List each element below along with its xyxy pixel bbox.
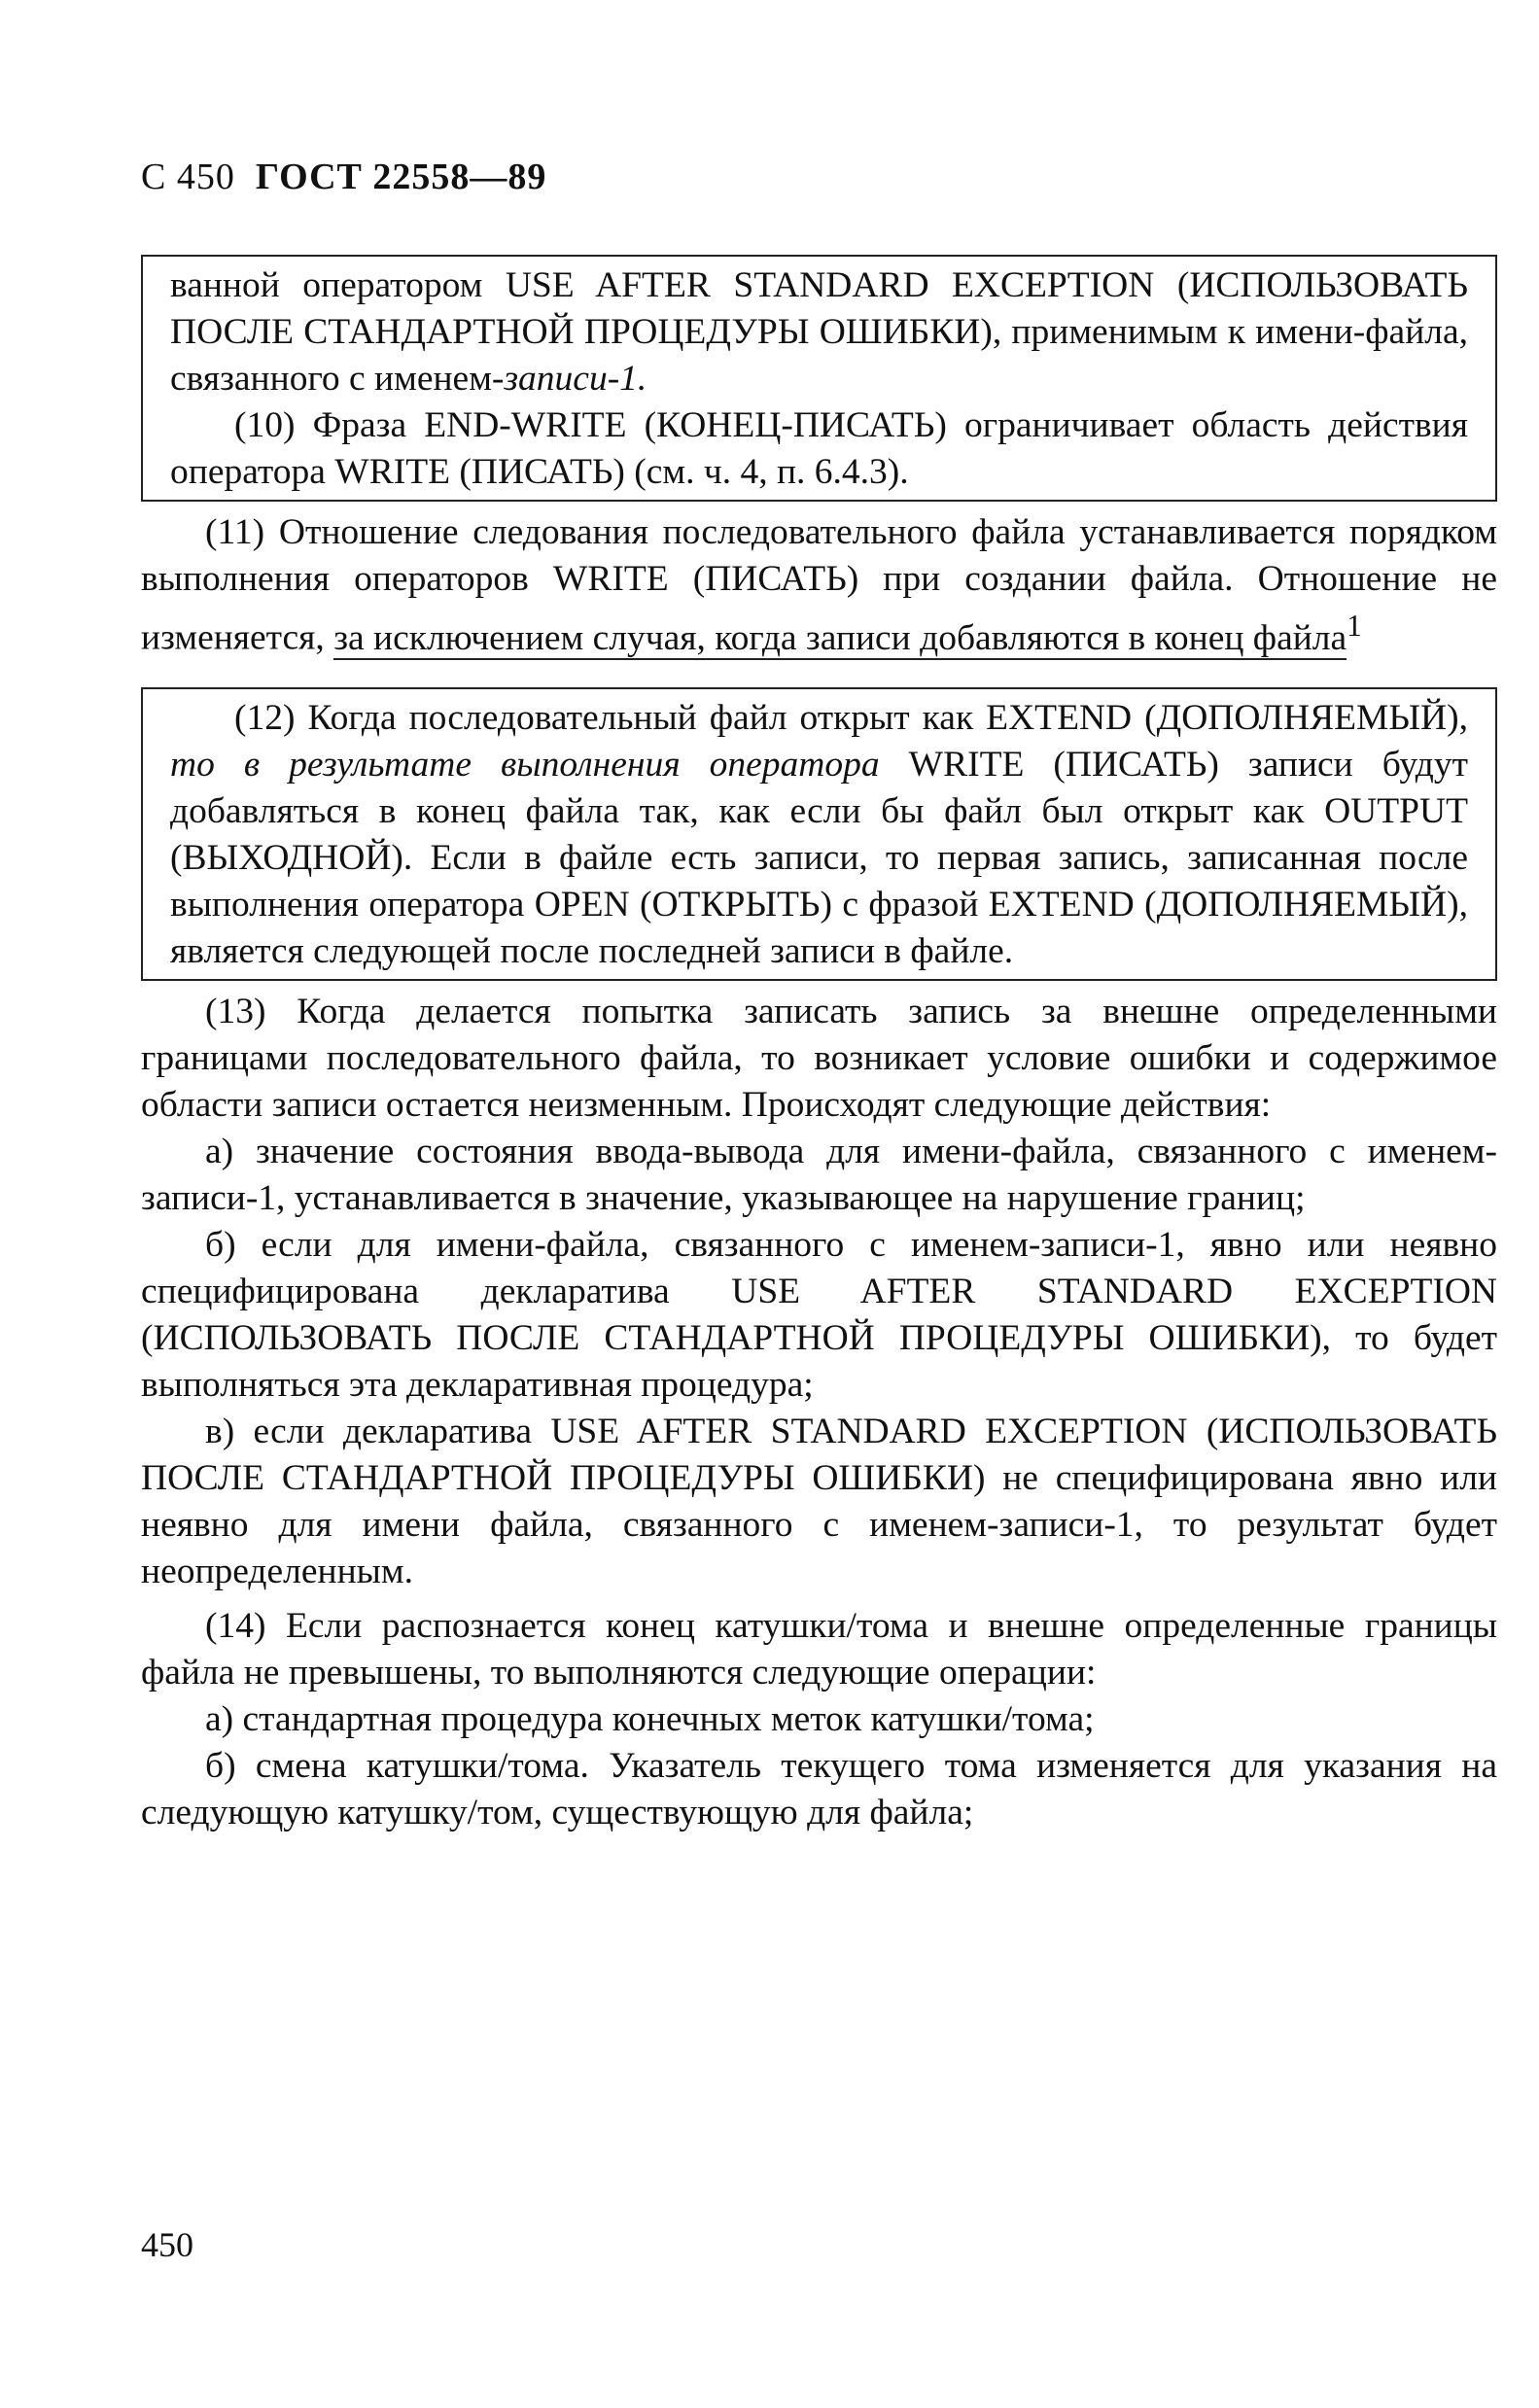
para13-item-c: в) если декларатива USE AFTER STANDARD EXCEPTION (ИСПОЛЬЗОВАТЬ ПОСЛЕ СТАНДАРТНОЙ ПРОЦЕДУРЫ ОШИБКИ) не специфицирована явно или неявно для имени файла, связанного с именем-записи-1, то результат будет неопределенным. [141, 1411, 1497, 1591]
paragraph-11: (11) Отношение следования последовательного файла устанавливается порядком выполнения операторов WRITE (ПИСАТЬ) при создании файла. Отношение не изменяется, за исключением случая, когда записи добавляются в конец файла$^1$ [141, 512, 1497, 658]
para13-intro: (13) Когда делается попытка записать запись за внешне определенными границами последовательного файла, то возникает условие ошибки и содержимое области записи остается неизменным. Происходят следующие действия: [141, 991, 1497, 1125]
underlined-fragment: за исключением случая, когда записи добавляются в конец файла [333, 617, 1347, 658]
running-header [141, 156, 1497, 198]
para14-item-a: а) стандартная процедура конечных меток катушки/тома; [205, 1698, 1095, 1739]
header-title: ГОСТ 22558—89 [255, 157, 547, 197]
boxed-revision-2 [141, 687, 1497, 981]
box1-paragraph-2: (10) Фраза END-WRITE (КОНЕЦ-ПИСАТЬ) ограничивает область действия оператора WRITE (ПИСАТЬ) (см. ч. 4, п. 6.4.3). [170, 405, 1468, 492]
para13-item-b: б) если для имени-файла, связанного с именем-записи-1, явно или неявно специфицирована декларатива USE AFTER STANDARD EXCEPTION (ИСПОЛЬЗОВАТЬ ПОСЛЕ СТАНДАРТНОЙ ПРОЦЕДУРЫ ОШИБКИ), то будет выполняться эта декларативная процедура; [141, 1224, 1497, 1405]
para14-intro: (14) Если распознается конец катушки/тома и внешне определенные границы файла не превышены, то выполняются следующие операции: [141, 1605, 1497, 1693]
page-body [141, 156, 1497, 1844]
header-prefix: С 450 [141, 157, 235, 197]
page-number: 450 [141, 2225, 193, 2264]
para14-item-b: б) смена катушки/тома. Указатель текущего тома изменяется для указания на следующую катушку/том, существующую для файла; [141, 1745, 1497, 1832]
box1-paragraph-1: ванной оператором USE AFTER STANDARD EXCEPTION (ИСПОЛЬЗОВАТЬ ПОСЛЕ СТАНДАРТНОЙ ПРОЦЕДУРЫ ОШИБКИ), применимым к имени-файла, связанного с именем-записи-1. [170, 265, 1468, 399]
paragraph-14 [141, 1603, 1497, 1836]
para13-item-a: а) значение состояния ввода-вывода для имени-файла, связанного с именем-записи-1, устанавливается в значение, указывающее на нарушение границ; [141, 1131, 1497, 1218]
boxed-revision-1 [141, 255, 1497, 502]
paragraph-13 [141, 989, 1497, 1595]
box2-paragraph: (12) Когда последовательный файл открыт как EXTEND (ДОПОЛНЯЕМЫЙ), то в результате выполнения оператора WRITE (ПИСАТЬ) записи будут добавляться в конец файла так, как если бы файл был открыт как OUTPUT (ВЫХОДНОЙ). Если в файле есть записи, то первая запись, записанная после выполнения оператора OPEN (ОТКРЫТЬ) с фразой EXTEND (ДОПОЛНЯЕМЫЙ), является следующей после последней записи в файле. [170, 697, 1469, 971]
